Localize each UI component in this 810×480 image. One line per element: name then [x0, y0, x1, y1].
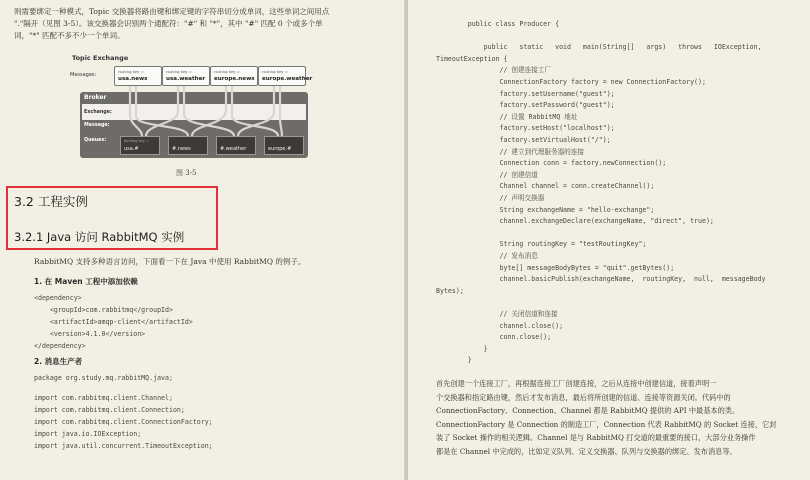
intro-line-3: 词，"*" 匹配不多不少一个单词。	[14, 31, 125, 40]
code-line: // 设置 RabbitMQ 地址	[436, 112, 578, 121]
queue-name: #.weather	[220, 146, 247, 152]
code-line: channel.exchangeDeclare(exchangeName, "direct", true);	[436, 217, 714, 226]
message-value: usa.news	[118, 76, 148, 82]
import-line: import com.rabbitmq.client.Connection;	[34, 406, 185, 414]
code-line: Channel channel = conn.createChannel();	[436, 182, 655, 191]
code-line: conn.close();	[436, 333, 552, 342]
code-line: // 创建连接工厂	[436, 66, 551, 75]
maven-code-line: <groupId>com.rabbitmq</groupId>	[34, 306, 173, 314]
message-key: routing key =	[118, 69, 144, 74]
message-value: usa.weather	[166, 76, 206, 82]
import-line: import java.io.IOException;	[34, 430, 142, 438]
explanation-line: 都是在 Channel 中完成的，比如定义队列、定义交换器、队列与交换器的绑定、发布消息等。	[436, 446, 737, 456]
code-line: String routingKey = "testRoutingKey";	[436, 240, 647, 249]
message-key: routing key =	[166, 69, 192, 74]
queues-label: Queues:	[84, 138, 107, 143]
explanation-line: 首先创建一个连接工厂，再根据连接工厂创建连接，之后从连接中创建信道，接着声明一	[436, 379, 717, 388]
code-line: // 关闭信道和连接	[436, 310, 558, 318]
maven-code-line: <dependency>	[34, 294, 82, 302]
code-line: byte[] messageBodyBytes = "quit".getBytes();	[436, 263, 675, 272]
code-line: String exchangeName = "hello-exchange";	[436, 205, 655, 214]
body-text: RabbitMQ 支持多种语言访问，下面看一下在 Java 中使用 RabbitMQ 的例子。	[34, 257, 306, 266]
code-line: Connection conn = factory.newConnection();	[436, 159, 667, 168]
maven-code-line: </dependency>	[34, 342, 86, 350]
import-line: import java.util.concurrent.TimeoutException;	[34, 442, 213, 450]
queue-name: usa.#	[124, 146, 139, 152]
code-line: channel.close();	[436, 321, 564, 330]
import-line: import com.rabbitmq.client.ConnectionFactory;	[34, 418, 213, 426]
message-key: routing key =	[214, 69, 240, 74]
maven-code-line: <artifactId>amqp-client</artifactId>	[34, 318, 193, 326]
exchange-label: Exchange:	[84, 110, 112, 115]
explanation-line: 装了 Socket 操作的相关逻辑。Channel 是与 RabbitMQ 打交道的最重要的接口，大部分业务操作	[436, 433, 756, 442]
package-line: package org.study.mq.rabbitMQ.java;	[34, 374, 173, 382]
code-line: // 建立到代理服务器的连接	[436, 147, 584, 156]
code-line: }	[436, 344, 488, 353]
figure-caption: 图 3-5	[176, 169, 197, 177]
code-line: factory.setHost("localhost");	[436, 124, 615, 133]
code-line: factory.setPassword("guest");	[436, 101, 615, 110]
explanation-line: ConnectionFactory 是 Connection 的制造工厂，Connection 代表 RabbitMQ 的 Socket 连接，它封	[436, 419, 777, 429]
code-line: // 创建信道	[436, 170, 538, 179]
section-heading: 3.2 工程实例	[14, 194, 88, 209]
code-line: public class Producer {	[436, 20, 560, 28]
message-row-label: Message:	[84, 123, 110, 128]
message-value: europe.weather	[262, 76, 313, 82]
code-line: public static void main(String[] args) throws IOException,	[436, 43, 762, 52]
intro-line-1: 则需要绑定一种模式，Topic 交换器将路由键和绑定键的字符串切分成单词，这些单词之间用点	[14, 7, 330, 16]
import-line: import com.rabbitmq.client.Channel;	[34, 394, 173, 402]
right-page	[408, 0, 810, 480]
code-line: factory.setUsername("guest");	[436, 89, 615, 98]
code-line: // 发布消息	[436, 252, 538, 260]
code-line: Bytes);	[436, 286, 464, 295]
queue-box	[168, 136, 208, 155]
explanation-line: ConnectionFactory、Connection、Channel 都是 RabbitMQ 提供的 API 中最基本的类。	[436, 406, 740, 415]
messages-label: Messages:	[70, 72, 97, 78]
intro-line-2: "."隔开（见图 3-5）。该交换器会识别两个通配符："#" 和 "*"，其中 "#" 匹配 0 个或多个单	[14, 19, 323, 28]
diagram-title: Topic Exchange	[72, 54, 129, 62]
code-line: TimeoutException {	[436, 54, 508, 63]
code-line: channel.basicPublish(exchangeName, routingKey, null, messageBody	[436, 275, 766, 284]
queue-box	[120, 136, 160, 155]
explanation-line: 个交换器和指定路由键，然后才发布消息，最后将所创建的信道、连接等资源关闭。代码中的	[436, 392, 731, 402]
maven-code-line: <version>4.1.0</version>	[34, 330, 146, 338]
subsection-heading: 3.2.1 Java 访问 RabbitMQ 实例	[14, 230, 185, 244]
message-value: europe.news	[214, 76, 255, 82]
code-line: ConnectionFactory factory = new ConnectionFactory();	[436, 78, 706, 86]
queue-box	[264, 136, 304, 155]
queue-binding-label: binding key =	[124, 139, 149, 143]
queue-name: europe.#	[268, 146, 292, 152]
step1-heading: 1. 在 Maven 工程中添加依赖	[34, 277, 138, 286]
topic-exchange-diagram	[70, 54, 313, 162]
code-line: }	[436, 356, 472, 365]
code-line: factory.setVirtualHost("/");	[436, 136, 611, 144]
step2-heading: 2. 消息生产者	[34, 357, 83, 366]
message-key: routing key =	[262, 69, 288, 74]
broker-label: Broker	[84, 94, 107, 101]
queue-name: #.news	[172, 146, 191, 152]
queue-box	[216, 136, 256, 155]
code-line: // 声明交换器	[436, 194, 545, 202]
